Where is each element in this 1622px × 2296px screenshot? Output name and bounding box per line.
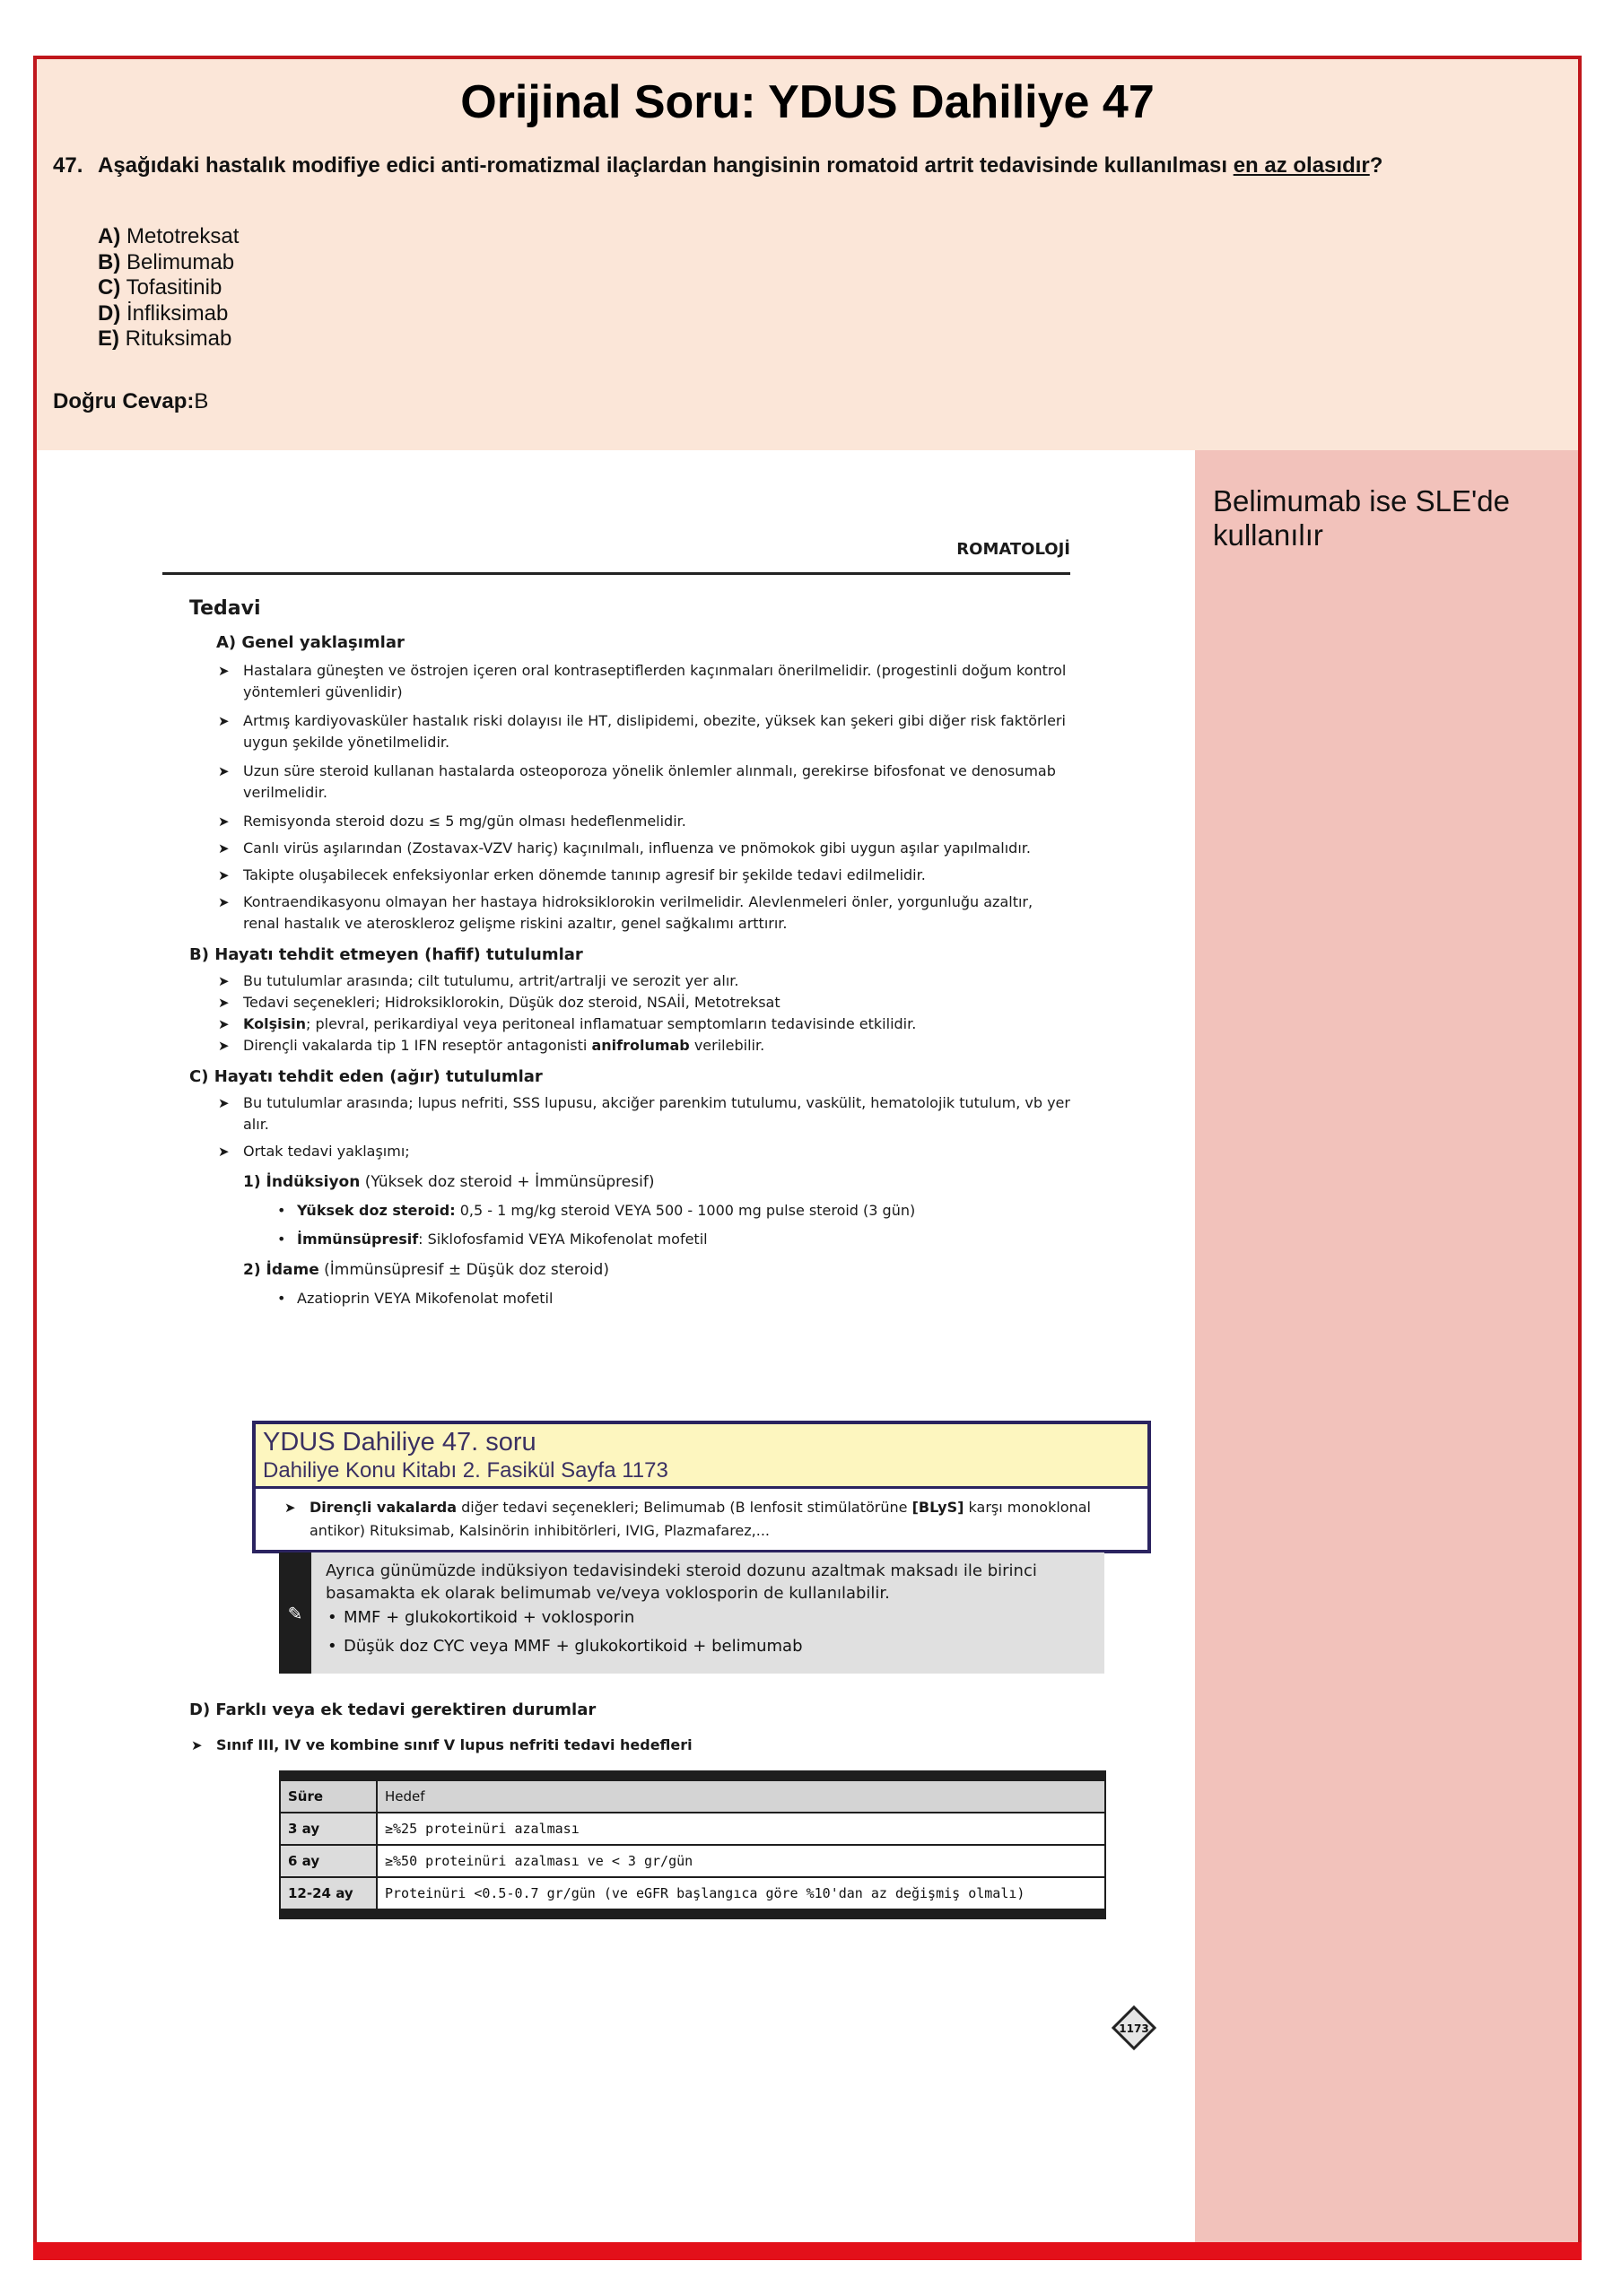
maintenance-heading xyxy=(243,1259,609,1281)
option-text: Metotreksat xyxy=(120,224,240,248)
list-item: ➤ Ortak tedavi yaklaşımı; xyxy=(243,1141,1073,1162)
item-text: (Yüksek doz steroid + İmmünsüpresif) xyxy=(360,1173,655,1191)
list-item: • Düşük doz CYC veya MMF + glukokortikoid + belimumab xyxy=(344,1635,803,1657)
answer-label: Doğru Cevap: xyxy=(53,389,195,413)
note-box xyxy=(279,1552,1104,1674)
question-stem xyxy=(53,152,1435,178)
table-row xyxy=(280,1813,1105,1845)
bold-term: anifrolumab xyxy=(591,1037,690,1054)
pen-icon: ✎ xyxy=(287,1605,303,1624)
bold-term: Yüksek doz steroid: xyxy=(297,1202,456,1219)
item-text: (İmmünsüpresif ± Düşük doz steroid) xyxy=(318,1261,609,1279)
notes-text: Belimumab ise SLE'de kullanılır xyxy=(1213,484,1510,552)
table-cell: 12-24 ay xyxy=(280,1877,377,1914)
table-cell: Proteinüri <0.5-0.7 gr/gün (ve eGFR başlangıca göre %10'dan az değişmiş olmalı) xyxy=(377,1877,1105,1914)
callout-body xyxy=(310,1496,1130,1543)
list-item: ➤ Sınıf III, IV ve kombine sınıf V lupus nefriti tedavi hedefleri xyxy=(216,1735,1046,1756)
option-d xyxy=(98,301,239,327)
option-e xyxy=(98,326,239,352)
section-c-heading: C) Hayatı tehdit eden (ağır) tutulumlar xyxy=(189,1067,543,1086)
list-item: ➤ Uzun süre steroid kullanan hastalarda osteoporoza yönelik önlemler alınmalı, gerekirse bifosfonat ve denosumab verilmelidir. xyxy=(243,761,1073,804)
option-letter: D) xyxy=(98,300,121,326)
bold-term: Dirençli vakalarda xyxy=(310,1499,458,1516)
list-item: • Azatioprin VEYA Mikofenolat mofetil xyxy=(297,1288,1068,1309)
item-text: karşı monoklonal antikor) Rituksimab, Kalsinörin inhibitörleri, IVIG, Plazmafarez,... xyxy=(310,1499,1091,1539)
item-text: Dirençli vakalarda tip 1 IFN reseptör antagonisti xyxy=(243,1037,592,1054)
option-text: Rituksimab xyxy=(119,326,232,351)
question-text xyxy=(98,152,1435,178)
list-item: ➤ Bu tutulumlar arasında; cilt tutulumu, artrit/artralji ve serozit yer alır. xyxy=(243,970,1073,992)
option-a xyxy=(98,224,239,250)
item-text: diğer tedavi seçenekleri; Belimumab (B lenfosit stimülatörüne xyxy=(457,1499,912,1516)
option-text: İnfliksimab xyxy=(120,300,229,326)
page-number-badge xyxy=(1112,2005,1156,2050)
footer-bar xyxy=(33,2242,1582,2260)
table-header: Hedef xyxy=(377,1776,1105,1813)
table-cell: ≥%50 proteinüri azalması ve < 3 gr/gün xyxy=(377,1845,1105,1877)
notes-panel xyxy=(1195,450,1578,2253)
question-emphasis: en az olasıdır xyxy=(1233,153,1370,178)
bold-term: İmmünsüpresif xyxy=(297,1231,419,1248)
section-d-heading: D) Farklı veya ek tedavi gerektiren durumlar xyxy=(189,1700,597,1719)
callout-source: Dahiliye Konu Kitabı 2. Fasikül Sayfa 1173 xyxy=(263,1458,668,1483)
source-callout xyxy=(252,1421,1151,1553)
option-letter: A) xyxy=(98,224,121,248)
option-c xyxy=(98,275,239,301)
targets-table xyxy=(279,1770,1106,1919)
item-text: verilebilir. xyxy=(689,1037,765,1054)
item-text: ; plevral, perikardiyal veya peritoneal inflamatuar semptomların tedavisinde etkilidir. xyxy=(306,1015,917,1032)
list-item: ➤ Remisyonda steroid dozu ≤ 5 mg/gün olması hedeflenmelidir. xyxy=(243,811,1073,832)
bold-term: [BLyS] xyxy=(911,1499,964,1516)
table-header: Süre xyxy=(280,1776,377,1813)
page-number: 1173 xyxy=(1119,2022,1149,2035)
table-row xyxy=(280,1877,1105,1914)
list-item: ➤ Bu tutulumlar arasında; lupus nefriti, SSS lupusu, akciğer parenkim tutulumu, vaskülit, hematolojik tutulum, vb yer alır. xyxy=(243,1092,1073,1135)
question-text-main: Aşağıdaki hastalık modifiye edici anti-romatizmal ilaçlardan hangisinin romatoid artrit tedavisinde kullanılması xyxy=(98,153,1234,178)
list-item: • MMF + glukokortikoid + voklosporin xyxy=(344,1606,634,1629)
list-item: ➤ Hastalara güneşten ve östrojen içeren oral kontraseptiflerden kaçınmaları önerilmelidir. (progestinli doğum kontrol yöntemleri güvenlidir) xyxy=(243,660,1073,703)
item-text: : Siklofosfamid VEYA Mikofenolat mofetil xyxy=(418,1231,708,1248)
table-cell: 3 ay xyxy=(280,1813,377,1845)
section-b-heading: B) Hayatı tehdit etmeyen (hafif) tutulumlar xyxy=(189,945,583,964)
answer-options xyxy=(98,224,239,352)
callout-title: YDUS Dahiliye 47. soru xyxy=(263,1428,536,1457)
option-b xyxy=(98,250,239,276)
table-header-row xyxy=(280,1776,1105,1813)
list-item xyxy=(297,1200,1068,1222)
bold-term: 1) İndüksiyon xyxy=(243,1173,361,1191)
list-item: ➤ Tedavi seçenekleri; Hidroksiklorokin, Düşük doz steroid, NSAİİ, Metotreksat xyxy=(243,992,1073,1013)
list-item: ➤ Artmış kardiyovasküler hastalık riski dolayısı ile HT, dislipidemi, obezite, yüksek kan şekeri gibi diğer risk faktörleri uygun şekilde yönetilmelidir. xyxy=(243,710,1073,753)
callout-header xyxy=(256,1424,1147,1489)
bold-term: 2) İdame xyxy=(243,1261,319,1279)
option-text: Tofasitinib xyxy=(120,275,222,300)
section-heading: Tedavi xyxy=(189,597,261,620)
running-head xyxy=(162,535,1070,575)
induction-heading xyxy=(243,1171,654,1193)
list-item: ➤ Canlı virüs aşılarından (Zostavax-VZV hariç) kaçınılmalı, influenza ve pnömokok gibi uygun aşılar yapılmalıdır. xyxy=(243,838,1073,859)
correct-answer xyxy=(53,389,208,414)
list-item xyxy=(243,1035,1073,1057)
list-item xyxy=(243,1013,1073,1035)
answer-value: B xyxy=(194,389,209,413)
table-row xyxy=(280,1845,1105,1877)
option-letter: E) xyxy=(98,326,119,351)
table-cell: ≥%25 proteinüri azalması xyxy=(377,1813,1105,1845)
note-text: Ayrıca günümüzde indüksiyon tedavisindeki steroid dozunu azaltmak maksadı ile birinci basamakta ek olarak belimumab ve/veya voklosporin de kullanılabilir. xyxy=(326,1561,1037,1603)
list-item xyxy=(297,1229,1068,1250)
list-item: ➤ Kontraendikasyonu olmayan her hastaya hidroksiklorokin verilmelidir. Alevlenmeleri önler, yorgunluğu azaltır, renal hastalık ve ateroskleroz gelişme riskini azaltır, genel sağkalımı arttırır. xyxy=(243,891,1073,935)
option-letter: B) xyxy=(98,249,121,274)
option-letter: C) xyxy=(98,275,121,300)
option-text: Belimumab xyxy=(120,249,235,274)
question-header xyxy=(37,59,1578,450)
list-item: ➤ Takipte oluşabilecek enfeksiyonlar erken dönemde tanınıp agresif bir şekilde tedavi edilmelidir. xyxy=(243,865,1073,886)
document-frame xyxy=(33,56,1582,2253)
question-number: 47. xyxy=(53,153,83,178)
question-mark: ? xyxy=(1369,153,1383,178)
running-head-label: ROMATOLOJİ xyxy=(956,540,1070,559)
bold-term: Kolşisin xyxy=(243,1015,306,1032)
page-title: Orijinal Soru: YDUS Dahiliye 47 xyxy=(460,76,1155,128)
table-cell: 6 ay xyxy=(280,1845,377,1877)
item-text: 0,5 - 1 mg/kg steroid VEYA 500 - 1000 mg pulse steroid (3 gün) xyxy=(455,1202,916,1219)
section-a-heading: A) Genel yaklaşımlar xyxy=(216,633,405,652)
